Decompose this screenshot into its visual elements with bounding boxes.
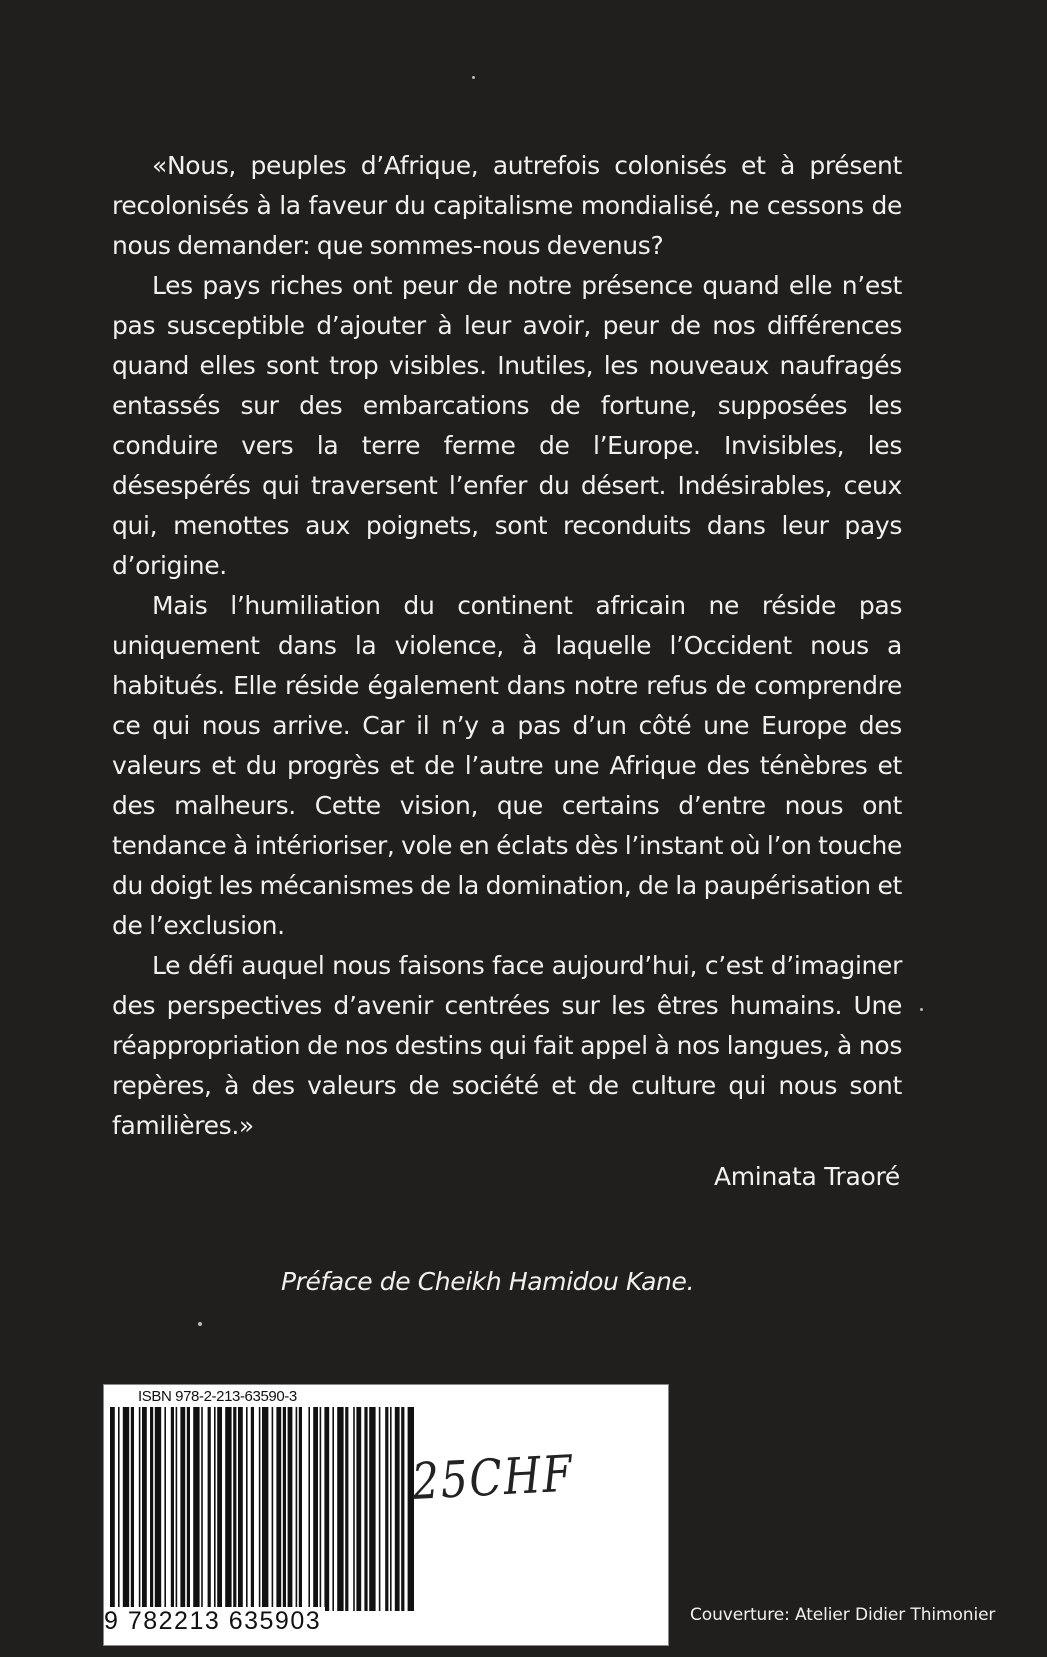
dust-speck <box>198 1322 202 1326</box>
quote-author: Aminata Traoré <box>713 1162 900 1191</box>
cover-design-credit: Couverture: Atelier Didier Thimonier <box>690 1605 996 1625</box>
barcode-digits: 9 782213 635903 <box>104 1607 325 1636</box>
isbn-number: ISBN 978-2-213-63590-3 <box>138 1388 297 1405</box>
preface-credit: Préface de Cheikh Hamidou Kane. <box>281 1267 694 1296</box>
quote-paragraph-4: Le défi auquel nous faisons face aujourd’hui, c’est d’imaginer des perspectives d’avenir centrées sur les êtres humains. Une réappropriation de nos destins qui fait appel à nos langues, à nos repères, à des valeurs de société et de culture qui nous sont familières.» <box>112 951 902 1140</box>
dust-speck <box>920 1008 923 1011</box>
quote-paragraph-1: «Nous, peuples d’Afrique, autrefois colonisés et à présent recolonisés à la faveur du capitalisme mondialisé, ne cessons de nous demander: que sommes-nous devenus? <box>112 151 902 260</box>
dust-speck <box>472 76 475 79</box>
quote-text <box>112 146 902 1146</box>
quote-paragraph-2: Les pays riches ont peur de notre présence quand elle n’est pas susceptible d’ajouter à leur avoir, peur de nos différences quand elles sont trop visibles. Inutiles, les nouveaux naufragés entassés sur des embarcations de fortune, supposées les conduire vers la terre ferme de l’Europe. Invisibles, les désespérés qui traversent l’enfer du désert. Indésirables, ceux qui, menottes aux poignets, sont reconduits dans leur pays d’origine. <box>112 271 902 580</box>
isbn-barcode-sticker <box>103 1384 669 1646</box>
barcode-image <box>104 1407 414 1611</box>
handwritten-price: 25CHF <box>410 1444 575 1511</box>
quote-paragraph-3: Mais l’humiliation du continent africain ne réside pas uniquement dans la violence, à laquelle l’Occident nous a habitués. Elle réside également dans notre refus de comprendre ce qui nous arrive. Car il n’y a pas d’un côté une Europe des valeurs et du progrès et de l’autre une Afrique des ténèbres et des malheurs. Cette vision, que certains d’entre nous ont tendance à intérioriser, vole en éclats dès l’instant où l’on touche du doigt les mécanismes de la domination, de la paupérisation et de l’exclusion. <box>112 591 902 940</box>
